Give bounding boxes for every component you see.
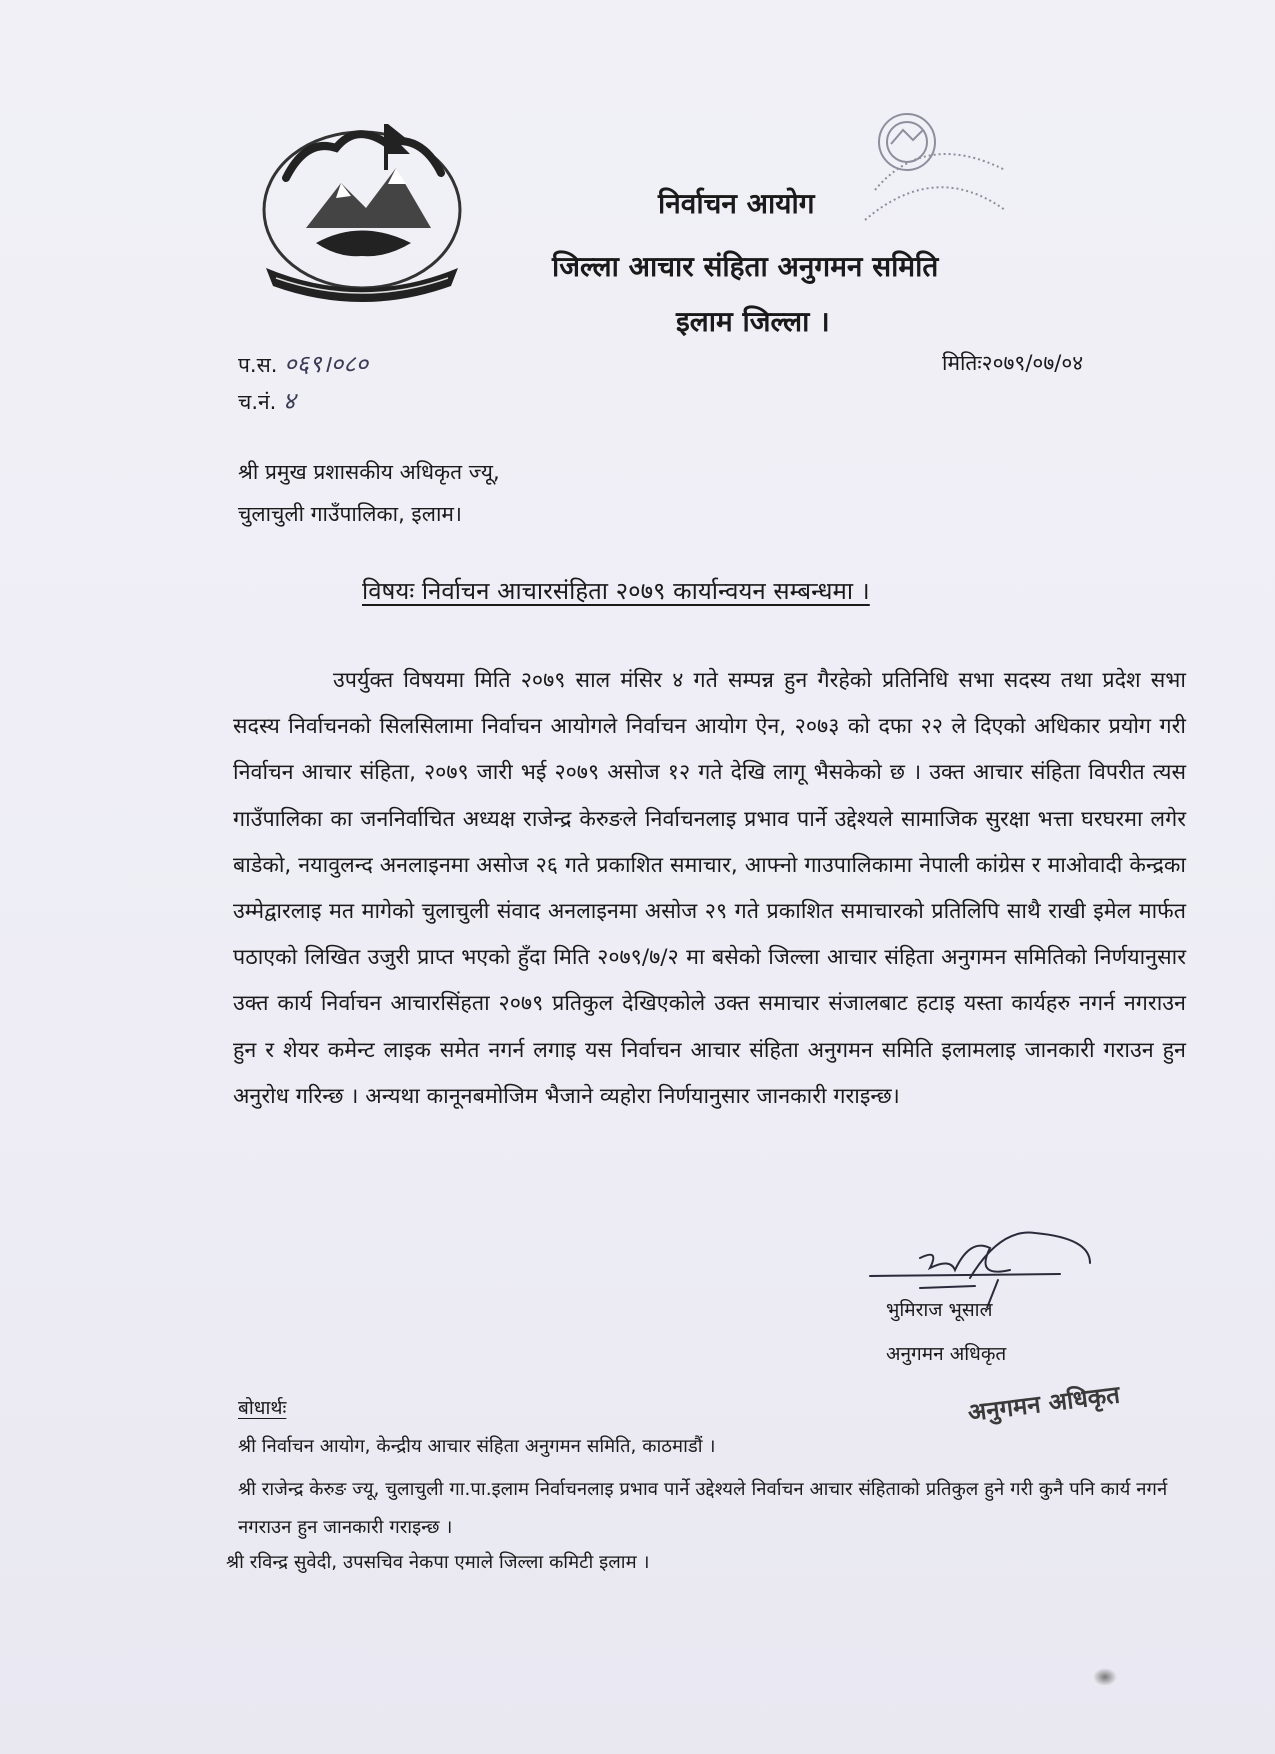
- cn-value: ४: [283, 387, 296, 415]
- district-name: इलाम जिल्ला ।: [676, 305, 830, 338]
- cc-item: श्री राजेन्द्र केरुङ ज्यू, चुलाचुली गा.पा.इलाम निर्वाचनलाइ प्रभाव पार्ने उद्देश्यले निर्वाचन आचार संहिताको प्रतिकुल हुने गरी कुनै पनि कार्य नगर्न नगराउन हुन जानकारी गराइन्छ ।: [238, 1479, 1168, 1538]
- signer-name: भुमिराज भूसाल: [886, 1299, 993, 1321]
- letter-date: मितिः२०७९/०७/०४: [942, 351, 1084, 375]
- cc-item: श्री रविन्द्र सुवेदी, उपसचिव नेकपा एमाले जिल्ला कमिटी इलाम ।: [226, 1552, 650, 1573]
- cn-reference: [238, 384, 296, 417]
- office-name: निर्वाचन आयोग: [658, 187, 815, 220]
- letter-body: उपर्युक्त विषयमा मिति २०७९ साल मंसिर ४ गते सम्पन्न हुन गैरहेको प्रतिनिधि सभा सदस्य तथा प्रदेश सभा सदस्य निर्वाचनको सिलसिलामा निर्वाचन आयोगले निर्वाचन आयोग ऐन, २०७३ को दफा २२ ले दिएको अधिकार प्रयोग गरी निर्वाचन आचार संहिता, २०७९ जारी भई २०७९ असोज १२ गते देखि लागू भैसकेको छ । उक्त आचार संहिता विपरीत त्यस गाउँपालिका का जननिर्वाचित अध्यक्ष राजेन्द्र केरुङले निर्वाचनलाइ प्रभाव पार्ने उद्देश्यले सामाजिक सुरक्षा भत्ता घरघरमा लगेर बाडेको, नयावुलन्द अनलाइनमा असोज २६ गते प्रकाशित समाचार, आफ्नो गाउपालिकामा नेपाली कांग्रेस र माओवादी केन्द्रका उम्मेद्वारलाइ मत मागेको चुलाचुली संवाद अनलाइनमा असोज २९ गते प्रकाशित समाचारको प्रतिलिपि साथै राखी इमेल मार्फत पठाएको लिखित उजुरी प्राप्त भएको हुँदा मिति २०७९/७/२ मा बसेको जिल्ला आचार संहिता अनुगमन समितिको निर्णयानुसार उक्त कार्य निर्वाचन आचारसिंहता २०७९ प्रतिकुल देखिएकोले उक्त समाचार संजालबाट हटाइ यस्ता कार्यहरु नगर्न नगराउन हुन र शेयर कमेन्ट लाइक समेत नगर्न लगाइ यस निर्वाचन आचार संहिता अनुगमन समिति इलामलाइ जानकारी गराउन हुन अनुरोध गरिन्छ । अन्यथा कानूनबमोजिम भैजाने व्यहोरा निर्णयानुसार जानकारी गराइन्छ।: [233, 668, 1186, 1109]
- ps-label: प.स.: [238, 353, 278, 377]
- cc-heading: बोधार्थः: [238, 1397, 287, 1419]
- ps-value: ०६९।०८०: [284, 350, 369, 378]
- signature-scribble: [860, 1218, 1100, 1308]
- nepal-emblem-icon: [246, 118, 478, 303]
- designation-stamp: अनुगमन अधिकृत: [966, 1380, 1122, 1427]
- letter-subject: विषयः निर्वाचन आचारसंहिता २०७९ कार्यान्वयन सम्बन्धमा ।: [362, 577, 870, 605]
- addressee-line-1: श्री प्रमुख प्रशासकीय अधिकृत ज्यू,: [238, 460, 500, 484]
- ps-reference: [238, 347, 368, 380]
- signer-title: अनुगमन अधिकृत: [886, 1343, 1007, 1365]
- committee-name: जिल्ला आचार संहिता अनुगमन समिति: [552, 250, 939, 283]
- cn-label: च.नं.: [238, 390, 277, 414]
- office-seal-stamp: [855, 100, 1015, 270]
- addressee-line-2: चुलाचुली गाउँपालिका, इलाम।: [238, 502, 462, 526]
- cc-item: श्री निर्वाचन आयोग, केन्द्रीय आचार संहिता अनुगमन समिति, काठमाडौं ।: [238, 1436, 716, 1457]
- ink-smudge: [1093, 1668, 1117, 1686]
